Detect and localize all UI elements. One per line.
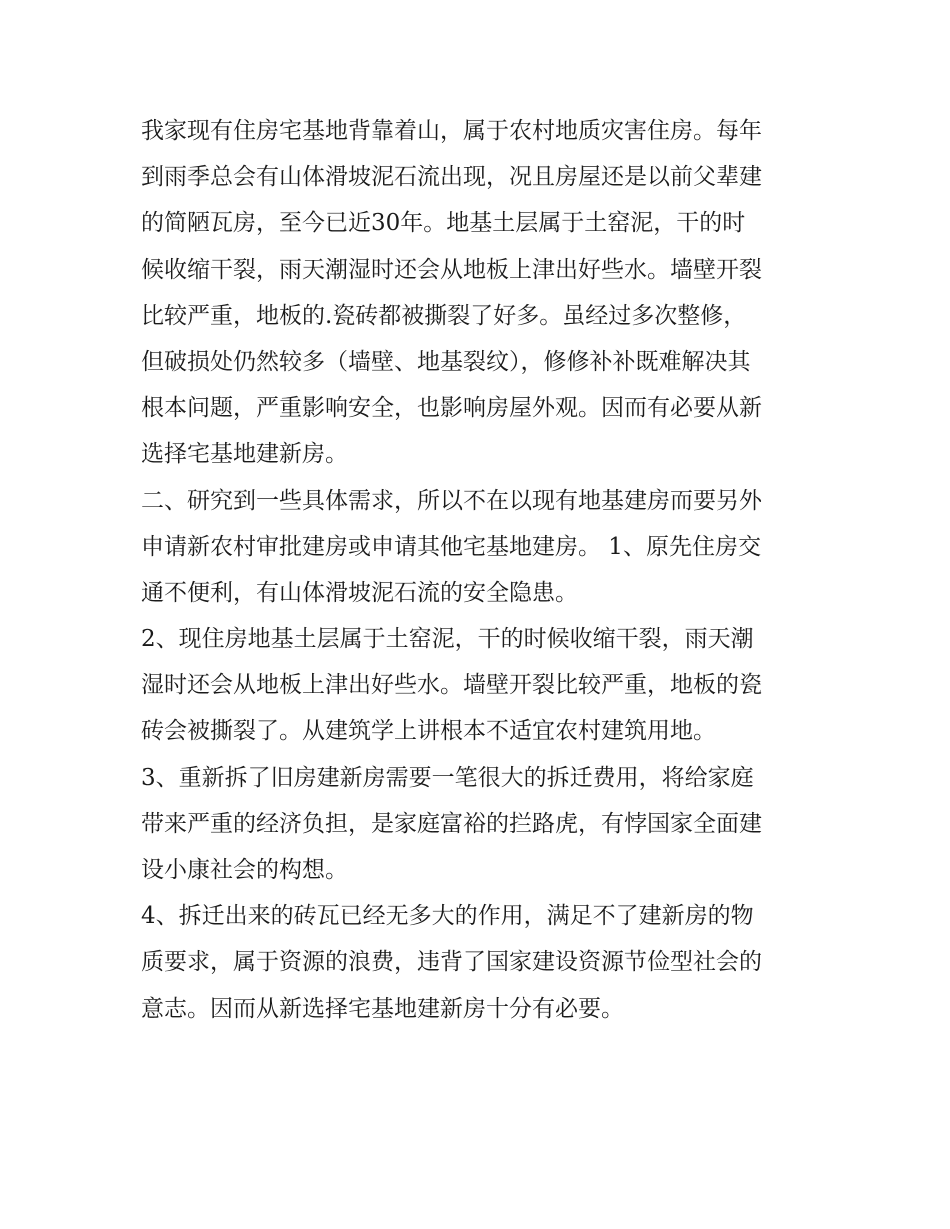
text-line: 质要求，属于资源的浪费，违背了国家建设资源节俭型社会的 [141, 949, 762, 976]
text-line: 比较严重，地板的.瓷砖都被撕裂了好多。虽经过多次整修， [141, 302, 747, 329]
paragraph-item-4 [141, 893, 817, 1032]
text-line: 申请新农村审批建房或申请其他宅基地建房。 1、原先住房交 [141, 533, 761, 560]
text-line: 候收缩干裂，雨天潮湿时还会从地板上津出好些水。墙壁开裂 [141, 256, 762, 283]
paragraph-background [141, 108, 817, 478]
text-line: 设小康社会的构想。 [141, 857, 348, 883]
text-line: 砖会被撕裂了。从建筑学上讲根本不适宜农村建筑用地。 [141, 718, 716, 745]
paragraph-item-2 [141, 616, 817, 755]
text-line: 4、拆迁出来的砖瓦已经无多大的作用，满足不了建新房的物 [141, 903, 754, 930]
text-line: 到雨季总会有山体滑坡泥石流出现，况且房屋还是以前父辈建 [141, 164, 762, 191]
text-line: 二、研究到一些具体需求，所以不在以现有地基建房而要另外 [141, 487, 762, 514]
text-line: 通不便利，有山体滑坡泥石流的安全隐患。 [141, 579, 578, 606]
text-line: 带来严重的经济负担，是家庭富裕的拦路虎，有悖国家全面建 [141, 810, 762, 837]
text-line: 但破损处仍然较多（墙壁、地基裂纹），修修补补既难解决其 [141, 348, 751, 375]
text-line: 根本问题，严重影响安全，也影响房屋外观。因而有必要从新 [141, 395, 762, 422]
text-line: 3、重新拆了旧房建新房需要一笔很大的拆迁费用，将给家庭 [141, 764, 754, 791]
text-line: 我家现有住房宅基地背靠着山，属于农村地质灾害住房。每年 [141, 118, 762, 144]
text-line: 湿时还会从地板上津出好些水。墙壁开裂比较严重，地板的瓷 [141, 672, 762, 699]
text-line: 2、现住房地基土层属于土窑泥，干的时候收缩干裂，雨天潮 [141, 626, 754, 653]
text-line: 的简陋瓦房，至今已近30年。地基土层属于土窑泥，干的时 [141, 210, 746, 237]
paragraph-item-3 [141, 755, 817, 894]
document-body [141, 108, 817, 1032]
text-line: 意志。因而从新选择宅基地建新房十分有必要。 [141, 995, 624, 1022]
paragraph-section-two [141, 478, 817, 617]
text-line: 选择宅基地建新房。 [141, 441, 348, 468]
